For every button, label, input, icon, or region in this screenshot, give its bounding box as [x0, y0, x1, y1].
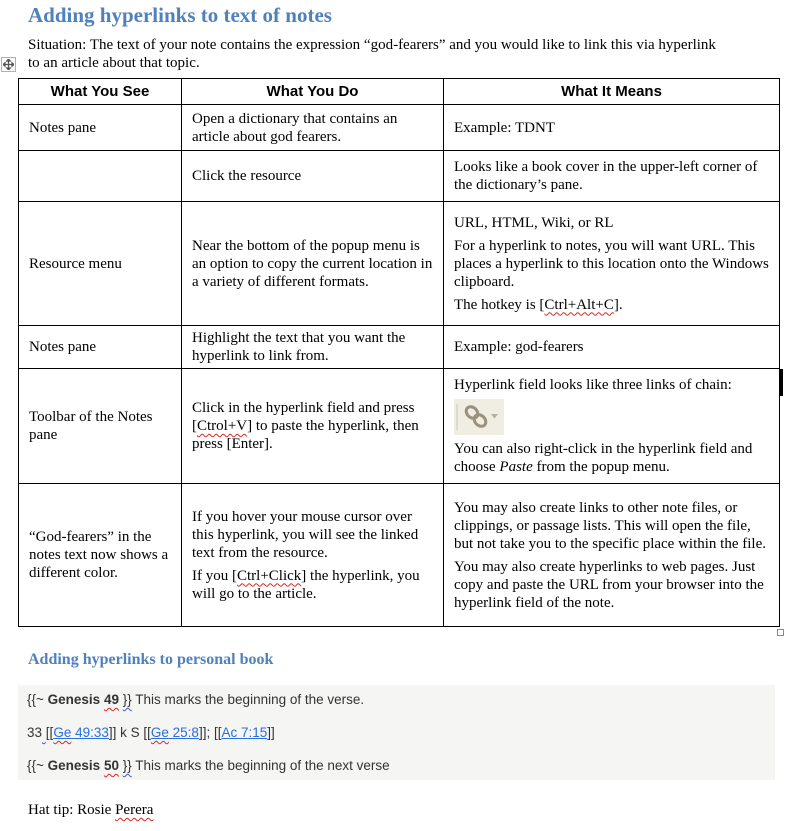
cell-what-it-means: [444, 326, 780, 369]
cell-paragraph: You can also right-click in the hyperlink field and choose Paste from the popup menu.: [454, 441, 753, 475]
scripture-link[interactable]: [151, 725, 169, 740]
cell-what-you-see: [19, 484, 182, 627]
table-row: [19, 484, 780, 627]
cell-what-you-do: [182, 151, 444, 202]
cell-paragraph: If you [Ctrl+Click] the hyperlink, you will go to the article.: [192, 567, 420, 602]
text-segment: }}: [122, 758, 132, 773]
scripture-link[interactable]: [53, 725, 71, 740]
code-line: 33 [[Ge 49:33]] k S [[Ge 25:8]]; [[Ac 7:15]]: [27, 725, 275, 740]
text-segment: Genesis: [47, 692, 104, 707]
cell-paragraph: Notes pane: [29, 119, 97, 136]
cell-what-you-do: [182, 202, 444, 326]
cell-paragraph: Example: god-fearers: [454, 339, 584, 355]
cell-what-it-means: [444, 151, 780, 202]
cell-paragraph: Resource menu: [29, 255, 122, 272]
code-line: {{~ Genesis 50 }} This marks the beginning of the next verse: [27, 758, 390, 773]
text-segment: Ge: [150, 725, 169, 740]
column-header-what-you-see: What You See: [19, 79, 182, 105]
hyperlink-chain-icon: [454, 399, 504, 435]
table-resize-handle[interactable]: [777, 629, 784, 636]
section-title-personal-book: Adding hyperlinks to personal book: [28, 651, 274, 668]
table-move-handle[interactable]: [1, 57, 16, 72]
column-header-what-you-do: What You Do: [182, 79, 444, 105]
cell-paragraph: URL, HTML, Wiki, or RL: [454, 214, 614, 231]
cell-paragraph: Click in the hyperlink field and press [Ctrol+V] to paste the hyperlink, then press [Enter].: [192, 400, 419, 452]
code-line: {{~ Genesis 49 }} This marks the beginning of the verse.: [27, 692, 365, 707]
cell-paragraph: You may also create links to other note files, or clippings, or passage lists. This will open the file, but not take you to the specific place within the file.: [454, 499, 766, 552]
text-segment: 49: [103, 692, 119, 707]
text-segment: }}: [122, 692, 132, 707]
situation-paragraph: [28, 37, 780, 72]
situation-line-1: Situation: The text of your note contains the expression “god-fearers” and you would like to link this via hyperlink: [28, 37, 716, 53]
column-header-what-it-means: What It Means: [444, 79, 780, 105]
cell-paragraph: Hyperlink field looks like three links of chain:: [454, 377, 732, 393]
text-segment: 50: [103, 758, 119, 773]
cell-what-it-means: [444, 369, 780, 484]
cell-what-you-see: [19, 326, 182, 369]
cell-paragraph: Highlight the text that you want the hyperlink to link from.: [192, 330, 406, 364]
cell-what-it-means: [444, 202, 780, 326]
text-cursor: [779, 369, 783, 396]
situation-line-2: to an article about that topic.: [28, 54, 200, 71]
text-segment: Paste: [499, 459, 533, 475]
cell-paragraph: “God-fearers” in the notes text now shows a different color.: [29, 529, 169, 581]
cell-what-you-do: [182, 484, 444, 627]
cell-paragraph: [454, 399, 771, 435]
cell-paragraph: If you hover your mouse cursor over this hyperlink, you will see the linked text from the resource.: [192, 508, 419, 561]
text-segment: Ctrol+V: [197, 418, 248, 434]
text-segment: Genesis: [47, 758, 104, 773]
table-header-row: [19, 79, 780, 105]
cell-paragraph: Looks like a book cover in the upper-left corner of the dictionary’s pane.: [454, 159, 758, 193]
scripture-link[interactable]: 49:33: [71, 725, 109, 740]
cell-paragraph: Notes pane: [29, 339, 97, 355]
cell-what-you-see: [19, 369, 182, 484]
table-move-handle-icon: [3, 59, 14, 70]
cell-paragraph: The hotkey is [Ctrl+Alt+C].: [454, 296, 623, 313]
text-segment: [104, 692, 119, 707]
instructions-table: [18, 78, 780, 627]
cell-paragraph: For a hyperlink to notes, you will want URL. This places a hyperlink to this location onto the Windows clipboard.: [454, 237, 769, 290]
cell-paragraph: Click the resource: [192, 168, 302, 184]
cell-what-you-do: [182, 105, 444, 151]
cell-paragraph: Toolbar of the Notes pane: [29, 409, 153, 443]
cell-what-you-see: [19, 151, 182, 202]
cell-paragraph: Near the bottom of the popup menu is an option to copy the current location in a variety of different formats.: [192, 237, 433, 290]
cell-what-you-do: [182, 369, 444, 484]
text-segment: [104, 758, 119, 773]
table-row: [19, 105, 780, 151]
cell-paragraph: Example: TDNT: [454, 119, 555, 136]
cell-what-it-means: [444, 484, 780, 627]
page-title: Adding hyperlinks to text of notes: [28, 3, 332, 27]
cell-paragraph: Open a dictionary that contains an article about god fearers.: [192, 110, 398, 145]
scripture-link[interactable]: Ac 7:15: [221, 725, 268, 740]
cell-what-you-see: [19, 202, 182, 326]
text-segment: Ctrl+Alt+C: [544, 296, 614, 313]
hat-tip-line: Hat tip: Rosie Perera: [28, 802, 154, 818]
table-row: [19, 202, 780, 326]
text-segment: [42, 725, 46, 740]
text-segment: Ctrl+Click: [237, 567, 302, 584]
scripture-link[interactable]: 25:8: [168, 725, 199, 740]
chevron-down-icon: [491, 414, 498, 419]
table-row: [19, 151, 780, 202]
cell-what-you-do: [182, 326, 444, 369]
cell-what-you-see: [19, 105, 182, 151]
cell-paragraph: You may also create hyperlinks to web pages. Just copy and paste the URL from your browser into the hyperlink field of the note.: [454, 558, 764, 611]
personal-book-preview: [18, 685, 775, 780]
table-row: [19, 326, 780, 369]
cell-what-it-means: [444, 105, 780, 151]
table-row: [19, 369, 780, 484]
text-segment: Ge: [53, 725, 72, 740]
text-segment: Perera: [115, 802, 154, 818]
